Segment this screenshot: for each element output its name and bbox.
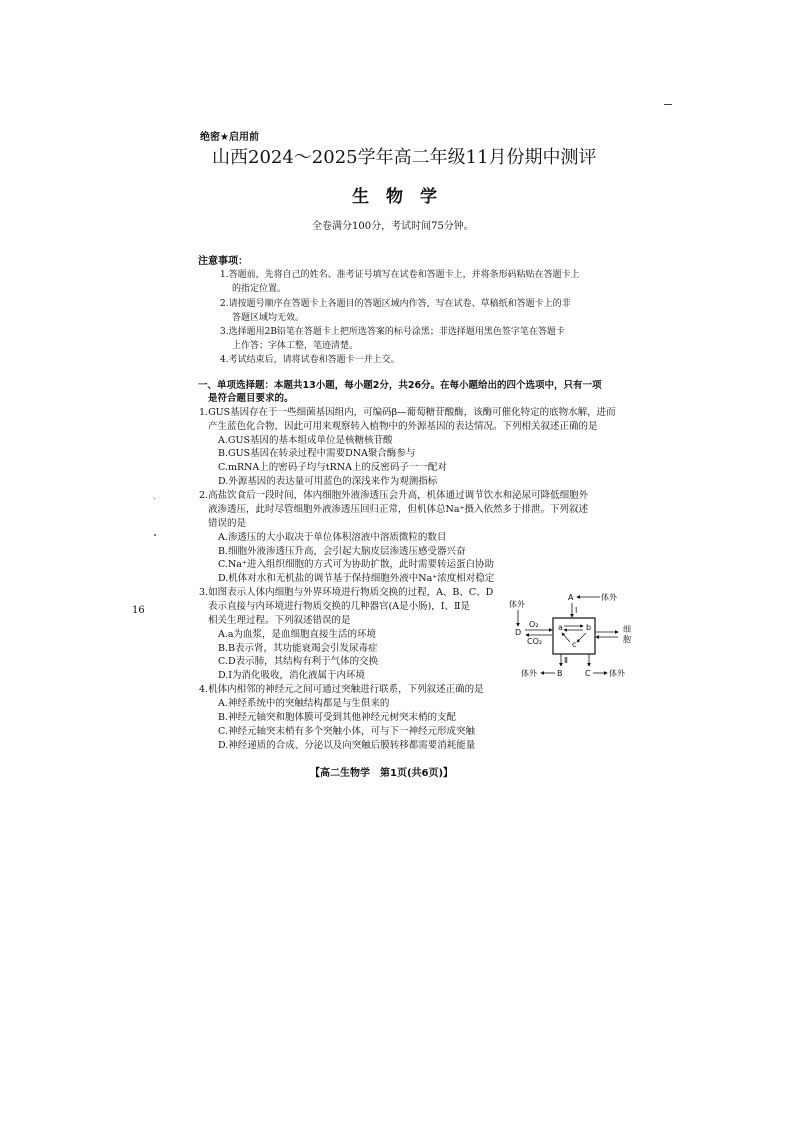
question-2-stem: 2.高盐饮食后一段时间，体内细胞外液渗透压会升高，机体通过调节饮水和泌尿可降低细胞外 — [199, 490, 589, 501]
question-4-stem: 4.机体内相邻的神经元之间可通过突触进行联系，下列叙述正确的是 — [199, 684, 484, 695]
question-1-stem: 产生蓝色化合物，因此可用来观察转入植物中的外源基因的表达情况。下列相关叙述正确的是 — [208, 421, 598, 432]
question-3-option-a: A.a为血浆，是血细胞直接生活的环境 — [218, 629, 377, 640]
question-3-stem: 相关生理过程。下列叙述错误的是 — [208, 615, 351, 626]
question-3-stem: 表示直接与内环境进行物质交换的几种器官(A是小肠)，Ⅰ、Ⅱ是 — [208, 601, 470, 612]
question-3-option-b: B.B表示肾，其功能衰竭会引发尿毒症 — [218, 643, 378, 654]
note-line: 的指定位置。 — [232, 284, 287, 294]
question-1-option-d: D.外源基因的表达量可用蓝色的深浅来作为观测指标 — [218, 476, 438, 487]
material-exchange-diagram — [505, 590, 635, 682]
scan-speck — [154, 498, 155, 499]
question-1-stem: 1.GUS基因存在于一些细菌基因组内，可编码β—葡萄糖苷酸酶，该酶可催化特定的底物水解，进而 — [199, 407, 616, 418]
question-1-option-c: C.mRNA上的密码子均与tRNA上的反密码子一一配对 — [218, 462, 447, 473]
label-process-I: Ⅰ — [575, 606, 578, 615]
margin-mark: 16 — [132, 605, 145, 616]
label-b: b — [586, 623, 592, 632]
label-C: C — [585, 669, 591, 678]
question-1-option-a: A.GUS基因的基本组成单位是核糖核苷酸 — [218, 435, 393, 446]
label-CO2: CO₂ — [527, 637, 543, 646]
label-a: a — [558, 623, 563, 632]
label-c: c — [572, 640, 577, 649]
notes-heading: 注意事项： — [198, 256, 248, 267]
label-A: A — [568, 593, 574, 602]
arrow-c-to-a — [562, 633, 570, 642]
note-line: 1.答题前，先将自己的姓名、准考证号填写在试卷和答题卡上，并将条形码粘贴在答题卡上 — [220, 270, 580, 280]
label-cell-2: 胞 — [623, 635, 631, 644]
question-2-stem: 错误的是 — [208, 518, 247, 529]
label-ext-top: 体外 — [601, 593, 617, 602]
section-heading: 一、单项选择题：本题共13小题，每小题2分，共26分。在每小题给出的四个选项中，只有一项 — [198, 380, 602, 391]
question-4-option-c: C.神经元轴突末梢有多个突触小体，可与下一神经元形成突触 — [218, 726, 475, 737]
arrow-b-to-c — [577, 633, 586, 642]
confidential-label: 绝密★启用前 — [200, 132, 259, 143]
question-4-option-a: A.神经系统中的突触结构都是与生俱来的 — [218, 698, 390, 709]
note-line: 2.请按题号顺序在答题卡上各题目的答题区域内作答，写在试卷、草稿纸和答题卡上的非 — [220, 299, 571, 309]
label-process-II: Ⅱ — [564, 656, 568, 665]
exam-title: 山西2024～2025学年高二年级11月份期中测评 — [212, 147, 597, 168]
label-ext-left: 体外 — [509, 600, 525, 609]
scan-mark — [664, 104, 672, 105]
note-line: 3.选择题用2B铅笔在答题卡上把所选答案的标号涂黑；非选择题用黑色签字笔在答题卡 — [220, 327, 565, 337]
label-O2: O₂ — [529, 620, 539, 629]
question-2-option-b: B.细胞外液渗透压升高，会引起大脑皮层渗透压感受器兴奋 — [218, 546, 466, 557]
label-D: D — [515, 628, 522, 637]
question-2-option-c: C.Na⁺进入组织细胞的方式可为协助扩散，此时需要转运蛋白协助 — [218, 559, 494, 570]
question-1-option-b: B.GUS基因在转录过程中需要DNA聚合酶参与 — [218, 448, 416, 459]
question-2-option-a: A.渗透压的大小取决于单位体积溶液中溶质微粒的数目 — [218, 532, 447, 543]
question-2-stem: 液渗透压，此时尽管细胞外液渗透压回归正常，但机体总Na⁺摄入依然多于排泄。下列叙述 — [208, 504, 588, 515]
exam-info: 全卷满分100分，考试时间75分钟。 — [312, 221, 474, 232]
question-2-option-d: D.机体对水和无机盐的调节基于保持细胞外液中Na⁺浓度相对稳定 — [218, 573, 495, 584]
section-heading-cont: 是符合题目要求的。 — [208, 393, 294, 404]
label-cell-1: 细 — [623, 625, 631, 634]
question-3-stem: 3.如图表示人体内细胞与外界环境进行物质交换的过程，A、B、C、D — [199, 587, 494, 598]
note-line: 上作答；字体工整，笔迹清楚。 — [232, 341, 359, 351]
label-ext-right: 体外 — [609, 669, 625, 678]
question-4-option-b: B.神经元轴突和胞体膜可受到其他神经元树突末梢的支配 — [218, 712, 457, 723]
page-footer: 【高二生物学 第1页(共6页)】 — [310, 768, 454, 779]
question-3-option-d: D.Ⅰ为消化吸收，消化液属于内环境 — [218, 670, 366, 681]
note-line: 4.考试结束后，请将试卷和答题卡一并上交。 — [220, 355, 400, 365]
note-line: 答题区域均无效。 — [232, 313, 305, 323]
question-4-option-d: D.神经递质的合成、分泌以及向突触后膜转移都需要消耗能量 — [218, 740, 476, 751]
question-3-option-c: C.D表示肺，其结构有利于气体的交换 — [218, 656, 379, 667]
label-ext-bottom-left: 体外 — [521, 669, 537, 678]
scan-speck — [154, 534, 156, 536]
subject-title: 生 物 学 — [352, 187, 437, 207]
label-B: B — [557, 669, 563, 678]
